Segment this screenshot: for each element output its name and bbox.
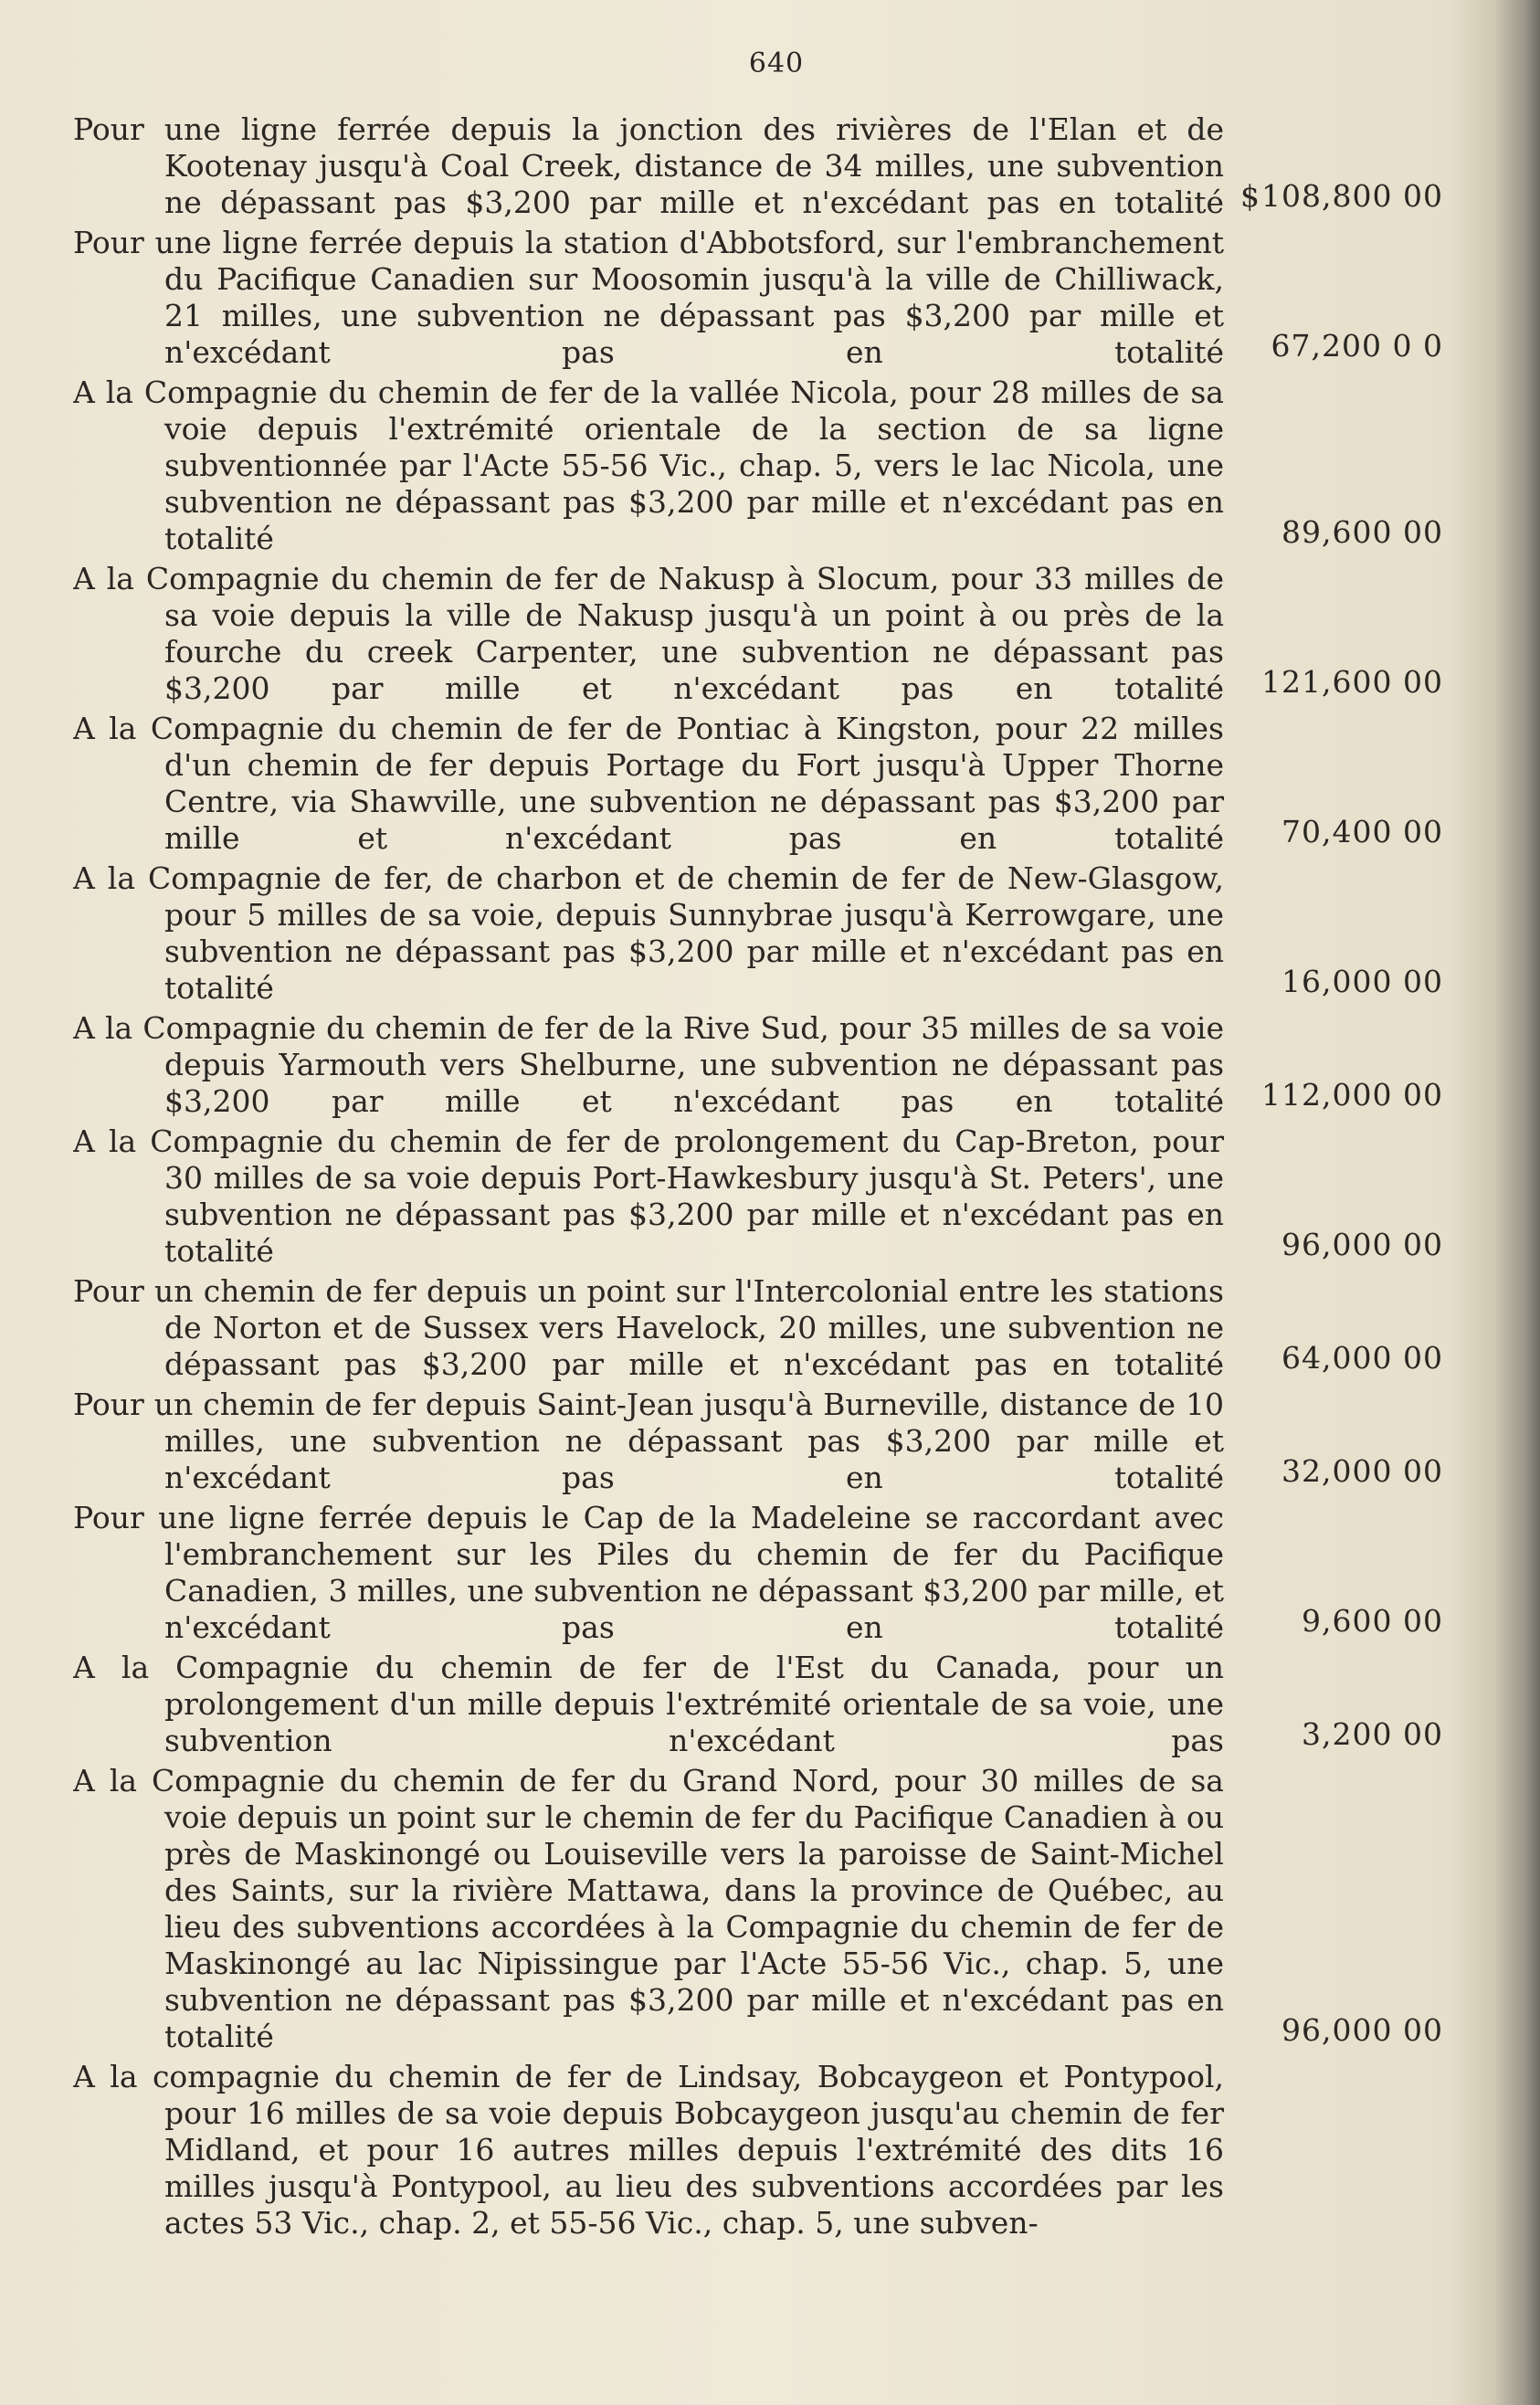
entry-amount: 70,400 00 [1282, 814, 1443, 849]
entry-text: A la Compagnie du chemin de fer de prolongement du Cap-Breton, pour 30 milles de sa voie depuis Port-Hawkesbury jusqu'à St. Peters', une subvention ne dépassant pas $3,200 par mille et n'excédant pas en totalité ..... [73, 1123, 1224, 1270]
subsidy-entry [73, 374, 1443, 557]
subsidy-entry [73, 1763, 1443, 2055]
currency-sign: $ [1240, 178, 1260, 214]
subsidy-entry [73, 1387, 1443, 1496]
subsidy-entry [73, 1010, 1443, 1120]
subsidy-entry [73, 1500, 1443, 1646]
entry-amount: 121,600 00 [1261, 664, 1443, 700]
entry-text: A la Compagnie de fer, de charbon et de chemin de fer de New-Glasgow, pour 5 milles de sa voie, depuis Sunnybrae jusqu'à Kerrowgare, une subvention ne dépassant pas $3,200 par mille et n'excédant pas en totalité ..... [73, 860, 1224, 1007]
subsidy-entry [73, 2059, 1443, 2242]
entry-amount: 9,600 00 [1302, 1603, 1443, 1639]
subsidy-entry [73, 111, 1443, 221]
entry-amount: 67,200 0 0 [1271, 328, 1443, 364]
entry-amount: 89,600 00 [1282, 514, 1443, 550]
entry-text: A la Compagnie du chemin de fer du Grand Nord, pour 30 milles de sa voie depuis un point sur le chemin de fer du Pacifique Canadien à ou près de Maskinongé ou Louiseville vers la paroisse de Saint-Michel des Saints, sur la rivière Mattawa, dans la province de Québec, au lieu des subventions accordées à la Compagnie du chemin de fer de Maskinongé au lac Nipissingue par l'Acte 55-56 Vic., chap. 5, une subvention ne dépassant pas $3,200 par mille et n'excédant pas en totalité ..... [73, 1763, 1224, 2055]
entry-text: A la Compagnie du chemin de fer de la Rive Sud, pour 35 milles de sa voie depuis Yarmouth vers Shelburne, une subvention ne dépassant pas $3,200 par mille et n'excédant pas en totalité ..... [73, 1010, 1224, 1120]
subsidy-entry [73, 1273, 1443, 1383]
subsidy-list [73, 111, 1443, 2245]
entry-text: Pour une ligne ferrée depuis le Cap de la Madeleine se raccordant avec l'embranchement sur les Piles du chemin de fer du Pacifique Canadien, 3 milles, une subvention ne dépassant $3,200 par mille, et n'excédant pas en totalité ..... [73, 1500, 1224, 1646]
entry-text: A la Compagnie du chemin de fer de Nakusp à Slocum, pour 33 milles de sa voie depuis la ville de Nakusp jusqu'à un point à ou près de la fourche du creek Carpenter, une subvention ne dépassant pas $3,200 par mille et n'excédant pas en totalité ..... [73, 561, 1224, 707]
subsidy-entry [73, 860, 1443, 1007]
subsidy-entry [73, 1650, 1443, 1759]
entry-amount: 108,800 00 [1261, 178, 1443, 214]
entry-text: A la compagnie du chemin de fer de Lindsay, Bobcaygeon et Pontypool, pour 16 milles de sa voie depuis Bobcaygeon jusqu'au chemin de fer Midland, et pour 16 autres milles depuis l'extrémité des dits 16 milles jusqu'à Pontypool, au lieu des subventions accordées par les actes 53 Vic., chap. 2, et 55-56 Vic., chap. 5, une subven- [73, 2059, 1224, 2241]
entry-amount: 96,000 00 [1282, 2012, 1443, 2048]
entry-text: A la Compagnie du chemin de fer de Pontiac à Kingston, pour 22 milles d'un chemin de fer depuis Portage du Fort jusqu'à Upper Thorne Centre, via Shawville, une subvention ne dépassant pas $3,200 par mille et n'excédant pas en totalité ..... [73, 711, 1224, 857]
entry-amount: 16,000 00 [1282, 964, 1443, 999]
entry-amount: 96,000 00 [1282, 1227, 1443, 1262]
entry-text: Pour un chemin de fer depuis un point sur l'Intercolonial entre les stations de Norton et de Sussex vers Havelock, 20 milles, une subvention ne dépassant pas $3,200 par mille et n'excédant pas en totalité ..... [73, 1273, 1224, 1383]
entry-text: Pour une ligne ferrée depuis la jonction des rivières de l'Elan et de Kootenay jusqu'à Coal Creek, distance de 34 milles, une subvention ne dépassant pas $3,200 par mille et n'excédant pas en totalité ..... [73, 111, 1224, 221]
subsidy-entry [73, 711, 1443, 857]
subsidy-entry [73, 1123, 1443, 1270]
entry-amount: 32,000 00 [1282, 1453, 1443, 1489]
entry-text: Pour un chemin de fer depuis Saint-Jean jusqu'à Burneville, distance de 10 milles, une subvention ne dépassant pas $3,200 par mille et n'excédant pas en totalité ..... [73, 1387, 1224, 1496]
subsidy-entry [73, 225, 1443, 371]
entry-text: Pour une ligne ferrée depuis la station d'Abbotsford, sur l'embranchement du Pacifique Canadien sur Moosomin jusqu'à la ville de Chilliwack, 21 milles, une subvention ne dépassant pas $3,200 par mille et n'excédant pas en totalité ..... [73, 225, 1224, 371]
entry-text: A la Compagnie du chemin de fer de la vallée Nicola, pour 28 milles de sa voie depuis l'extrémité orientale de la section de sa ligne subventionnée par l'Acte 55-56 Vic., chap. 5, vers le lac Nicola, une subvention ne dépassant pas $3,200 par mille et n'excédant pas en totalité ..... [73, 374, 1224, 557]
subsidy-entry [73, 561, 1443, 707]
entry-text: A la Compagnie du chemin de fer de l'Est du Canada, pour un prolongement d'un mille depuis l'extrémité orientale de sa voie, une subvention n'excédant pas ..... [73, 1650, 1224, 1759]
entry-amount: 64,000 00 [1282, 1340, 1443, 1376]
page-number: 640 [748, 47, 805, 79]
entry-amount: 3,200 00 [1302, 1716, 1443, 1752]
entry-amount: 112,000 00 [1261, 1077, 1443, 1113]
